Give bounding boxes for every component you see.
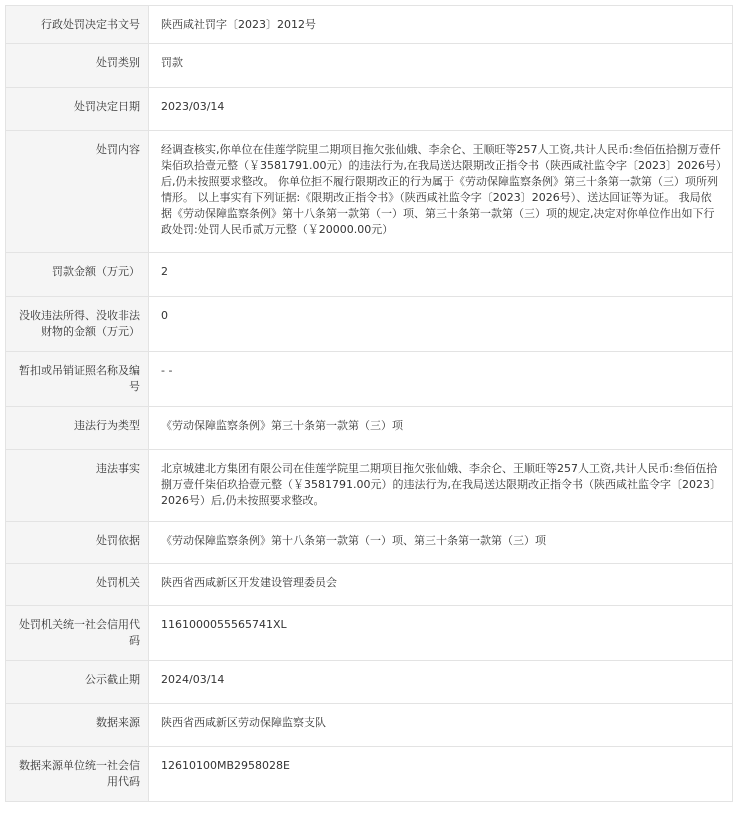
field-value: 罚款	[149, 44, 733, 88]
field-value: 2	[149, 253, 733, 297]
field-value: 《劳动保障监察条例》第三十条第一款第（三）项	[149, 407, 733, 450]
field-value: - -	[149, 352, 733, 407]
field-label: 数据来源	[6, 704, 149, 747]
table-row	[6, 297, 733, 352]
field-value: 北京城建北方集团有限公司在佳莲学院里二期项目拖欠张仙娥、李余仑、王顺旺等257人工资,共计人民币:叁佰伍拾捌万壹仟柒佰玖拾壹元整（￥3581791.00元）的违法行为,在我局送达限期改正指令书（陕西咸社监令字〔2023〕2026号）后,仍未按照要求整改。	[149, 450, 733, 522]
field-label: 处罚依据	[6, 522, 149, 564]
table-row	[6, 131, 733, 253]
table-row	[6, 88, 733, 131]
field-label: 处罚决定日期	[6, 88, 149, 131]
field-label: 数据来源单位统一社会信用代码	[6, 747, 149, 802]
field-value: 《劳动保障监察条例》第十八条第一款第（一）项、第三十条第一款第（三）项	[149, 522, 733, 564]
field-value: 12610100MB2958028E	[149, 747, 733, 802]
table-row	[6, 606, 733, 661]
table-row	[6, 661, 733, 704]
table-row	[6, 44, 733, 88]
field-label: 处罚内容	[6, 131, 149, 253]
table-row	[6, 352, 733, 407]
field-label: 处罚机关	[6, 564, 149, 606]
field-label: 处罚类别	[6, 44, 149, 88]
field-label: 没收违法所得、没收非法财物的金额（万元）	[6, 297, 149, 352]
field-value: 经调查核实,你单位在佳莲学院里二期项目拖欠张仙娥、李余仑、王顺旺等257人工资,共计人民币:叁佰伍拾捌万壹仟柒佰玖拾壹元整（￥3581791.00元）的违法行为,在我局送达限期改正指令书（陕西咸社监令字〔2023〕2026号）后,仍未按照要求整改。 你单位拒不履行限期改正的行为属于《劳动保障监察条例》第三十条第一款第（三）项所列情形。 以上事实有下列证据:《限期改正指令书》（陕西咸社监令字〔2023〕2026号）、送达回证等为证。 我局依据《劳动保障监察条例》第十八条第一款第（一）项、第三十条第一款第（三）项的规定,决定对你单位作出如下行政处罚:处罚人民币贰万元整（￥20000.00元）	[149, 131, 733, 253]
table-row	[6, 704, 733, 747]
field-label: 处罚机关统一社会信用代码	[6, 606, 149, 661]
table-row	[6, 253, 733, 297]
field-value: 2023/03/14	[149, 88, 733, 131]
table-row	[6, 522, 733, 564]
field-label: 公示截止期	[6, 661, 149, 704]
field-label: 违法行为类型	[6, 407, 149, 450]
field-value: 1161000055565741XL	[149, 606, 733, 661]
field-value: 陕西省西咸新区劳动保障监察支队	[149, 704, 733, 747]
field-label: 暂扣或吊销证照名称及编号	[6, 352, 149, 407]
field-value: 陕西咸社罚字〔2023〕2012号	[149, 6, 733, 44]
table-row	[6, 6, 733, 44]
field-value: 2024/03/14	[149, 661, 733, 704]
table-row	[6, 564, 733, 606]
field-value: 0	[149, 297, 733, 352]
field-label: 违法事实	[6, 450, 149, 522]
table-row	[6, 450, 733, 522]
field-value: 陕西省西咸新区开发建设管理委员会	[149, 564, 733, 606]
penalty-info-table	[5, 5, 733, 802]
table-row	[6, 407, 733, 450]
table-row	[6, 747, 733, 802]
field-label: 罚款金额（万元）	[6, 253, 149, 297]
field-label: 行政处罚决定书文号	[6, 6, 149, 44]
